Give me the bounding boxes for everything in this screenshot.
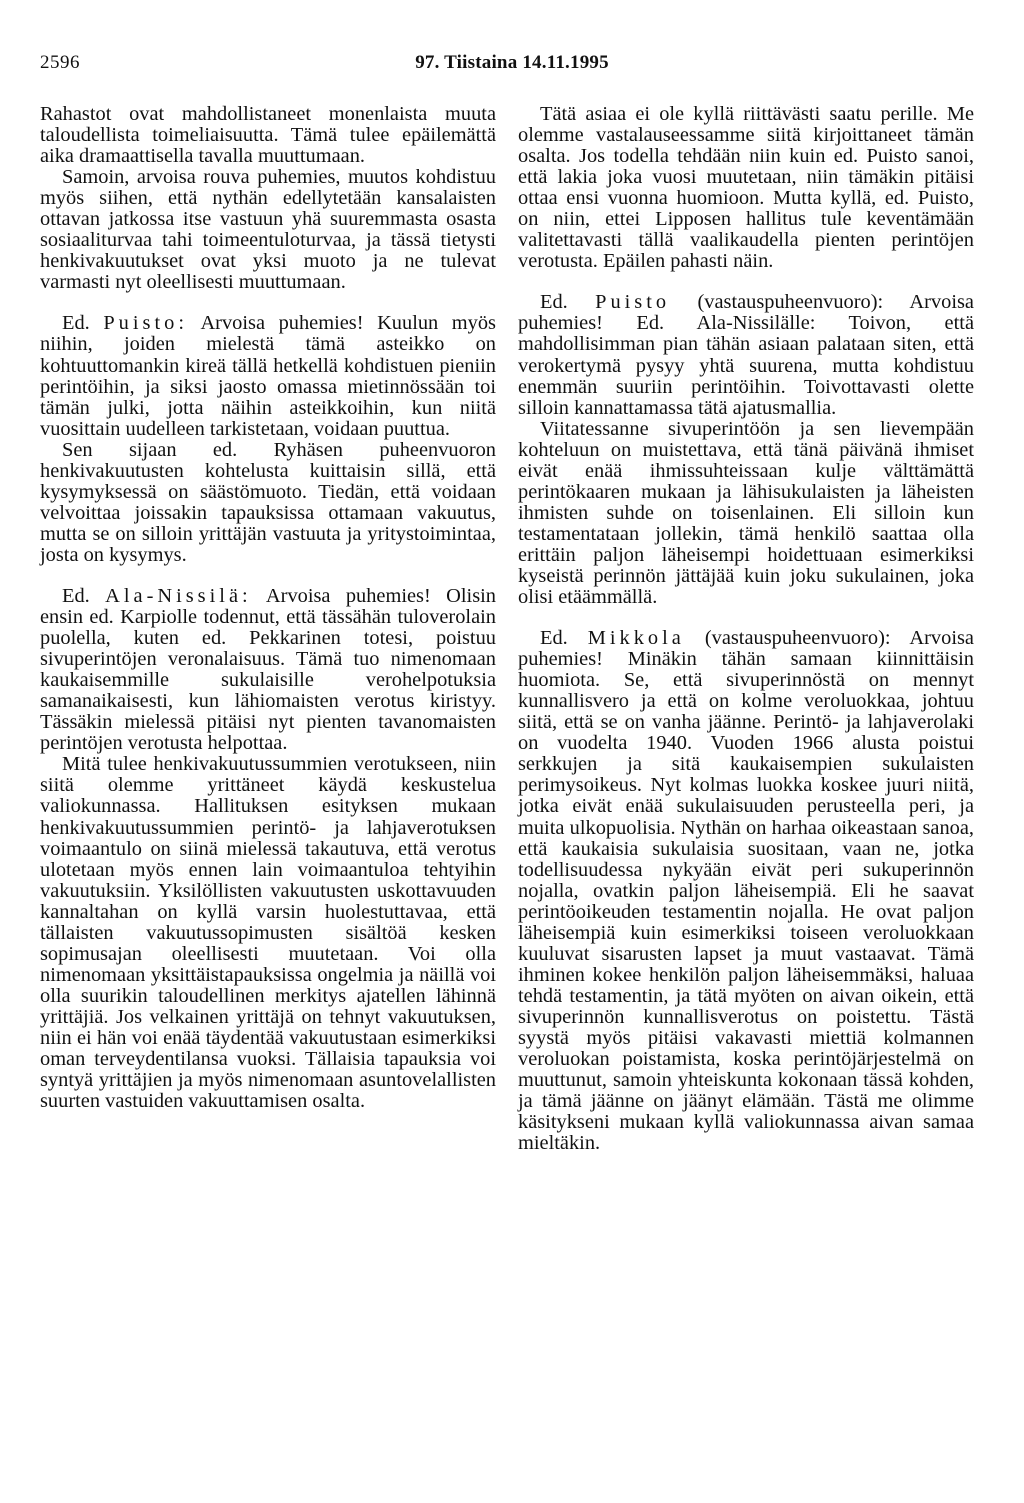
speech-text: (vastauspuheenvuoro): Arvoisa puhemies! Ed. Ala-Nissilälle: Toivon, että mahdollisimman pian tähän asiaan palataan siten, että verokertymä pysyy yhtä suurena, mutta kohdistuu enemmän suuriin perintöihin. Toivottavasti olette silloin kannattamassa tätä ajatusmallia. bbox=[518, 291, 974, 419]
speaker-name: Ala-Nissilä: bbox=[105, 584, 252, 607]
speech-paragraph bbox=[518, 292, 974, 418]
speech-text: (vastauspuheenvuoro): Arvoisa puhemies! Minäkin tähän samaan kiinnittäisin huomiota. Se, että sivuperinnöstä on mennyt kunnallisvero ja että on kolme veroluokkaa, johtuu siitä, että se on vanha jäänne. Perintö- ja lahjaverolaki on vuodelta 1940. Vuoden 1966 alusta poistui serkkujen ja sitä kaukaisempien sukulaisten perimysoikeus. Nyt kolmas luokka koskee juuri niitä, jotka eivät enää sukulaisuuden perusteella peri, ja muita ulkopuolisia. Nythän on harhaa oikeastaan sanoa, että kaukaisia sukulaisia suositaan, vaan ne, jotka todellisuudessa nykyään eivät peri sukuperinnön nojalla, ovatkin paljon läheisempiä. Eli he saavat perintöoikeuden testamentin nojalla. He ovat paljon läheisempiä kuin esimerkiksi toiseen veroluokkaan kuuluvat sisarusten lapset ja muut vastaavat. Tämä ihminen kokee henkilön paljon läheisemmäksi, haluaa tehdä testamentin, ja tätä myöten on aivan oikein, että sivuperinnön kunnallisverotus on poistettu. Tästä syystä myös pitäisi vakavasti miettiä kolmannen veroluokan poistamista, koska perintöjärjestelmä on muuttunut, samoin yhteiskunta kokonaan tässä kohden, ja tämä jäänne on jäänyt elämään. Tästä me olimme käsitykseni mukaan kyllä valiokunnassa aivan samaa mieltäkin. bbox=[518, 627, 974, 1155]
speech-paragraph bbox=[40, 586, 496, 754]
paragraph: Mitä tulee henkivakuutussummien verotukseen, niin siitä olemme yrittäneet käydä keskustelua valiokunnassa. Hallituksen esityksen mukaan henkivakuutussummien perintö- ja lahjaverotuksen voimaantulo on siinä mielessä takautuva, että verotus ulotetaan myös ennen lain voimaantuloa tehtyihin vakuutuksiin. Yksilöllisten vakuutusten uskottavuuden kannaltahan on kyllä varsin huolestuttavaa, että tällaisten vakuutussopimusten sisältöä kesken sopimusajan oleellisesti muutetaan. Voi olla nimenomaan yksittäistapauksissa ongelmia ja näillä voi olla suurikin taloudellinen merkitys ajatellen lähinnä yrittäjiä. Jos velkainen yrittäjä on tehnyt vakuutuksen, niin ei hän voi enää täydentää vakuutustaan esimerkiksi oman terveydentilansa vuoksi. Tällaisia tapauksia voi syntyä yrittäjien ja myös nimenomaan asuntovelallisten suurten vastuiden vakuuttamisen osalta. bbox=[40, 753, 496, 1113]
speaker-prefix: Ed. bbox=[540, 627, 568, 650]
speech-paragraph bbox=[518, 628, 974, 1154]
page-number: 2596 bbox=[40, 52, 80, 73]
speaker-prefix: Ed. bbox=[62, 584, 90, 607]
speaker-name: Puisto: bbox=[103, 312, 188, 335]
speech-paragraph bbox=[40, 313, 496, 439]
speaker-name: Puisto bbox=[595, 291, 671, 314]
left-column bbox=[40, 104, 496, 1112]
paragraph: Rahastot ovat mahdollistaneet monenlaista muuta taloudellista toimeliaisuutta. Tämä tulee epäilemättä aika dramaattisella tavalla muuttumaan. bbox=[40, 103, 496, 168]
paragraph: Samoin, arvoisa rouva puhemies, muutos kohdistuu myös siihen, että nythän edellytetään kansalaisten ottavan jatkossa itse vastuun yhä suuremmasta osasta sosiaaliturvaa tahi toimeentuloturvaa, ja tässä tietysti henkivakuutukset ovat yksi muoto ja ne tulevat varmasti nyt oleellisesti muuttumaan. bbox=[40, 166, 496, 294]
page-header bbox=[0, 52, 1024, 80]
paragraph: Tätä asiaa ei ole kyllä riittävästi saatu perille. Me olemme vastalauseessamme siitä kirjoittaneet tämän osalta. Jos todella tehdään niin kuin ed. Puisto sanoi, että lakia joka vuosi muutetaan, niin tämäkin pitäisi ottaa ensi vuonna huomioon. Mutta kyllä, ed. Puisto, on niin, ettei Lipposen hallitus tule keventämään valitettavasti tällä vaalikaudella pienten perintöjen verotusta. Epäilen pahasti näin. bbox=[518, 103, 974, 273]
session-title: 97. Tiistaina 14.11.1995 bbox=[415, 52, 609, 73]
speaker-name: Mikkola bbox=[587, 627, 685, 650]
speech-text: Arvoisa puhemies! Olisin ensin ed. Karpiolle todennut, että tässähän tuloverolain puolella, kuten ed. Pekkarinen totesi, poistuu sivuperintöjen veronalaisuus. Tämä tuo nimenomaan kaukaisemmille sukulaisille verohelpotuksia samanaikaisesti, kun lähiomaisten verotus kiristyy. Tässäkin mielessä pitäisi nyt pienten tavanomaisten perintöjen verotusta helpottaa. bbox=[40, 584, 496, 755]
paragraph: Sen sijaan ed. Ryhäsen puheenvuoron henkivakuutusten kohtelusta kuittaisin sillä, että kysymyksessä on säästömuoto. Tiedän, että voidaan velvoittaa joissakin tapauksissa ottamaan vakuutus, mutta se on silloin yrittäjän vastuuta ja yritystoimintaa, josta on kysymys. bbox=[40, 438, 496, 566]
speech-text: Arvoisa puhemies! Kuulun myös niihin, joiden mielestä tämä asteikko on kohtuuttomankin kireä tällä hetkellä kohdistuen pieniin perintöihin, ja siksi jaosto omassa mietinnössään toi tämän julki, jotta näihin asteikkoihin, kun niitä vuosittain uudelleen tarkistetaan, voidaan puuttua. bbox=[40, 312, 496, 440]
speaker-prefix: Ed. bbox=[540, 291, 568, 314]
paragraph: Viitatessanne sivuperintöön ja sen lievempään kohteluun on muistettava, että tänä päivänä ihmiset eivät enää ihmissuhteissaan kulje välttämättä perintökaaren mukaan ja lähisukulaisten ja läheisten ihmisten suhde on toisenlainen. Eli silloin kun testamentataan jollekin, tämä henkilö saattaa olla erittäin paljon läheisempi hoidettuaan esimerkiksi kyseistä perinnön jättäjää kuin joku sukulainen, joka olisi etäämmällä. bbox=[518, 417, 974, 609]
speaker-prefix: Ed. bbox=[62, 312, 90, 335]
right-column bbox=[518, 104, 974, 1154]
